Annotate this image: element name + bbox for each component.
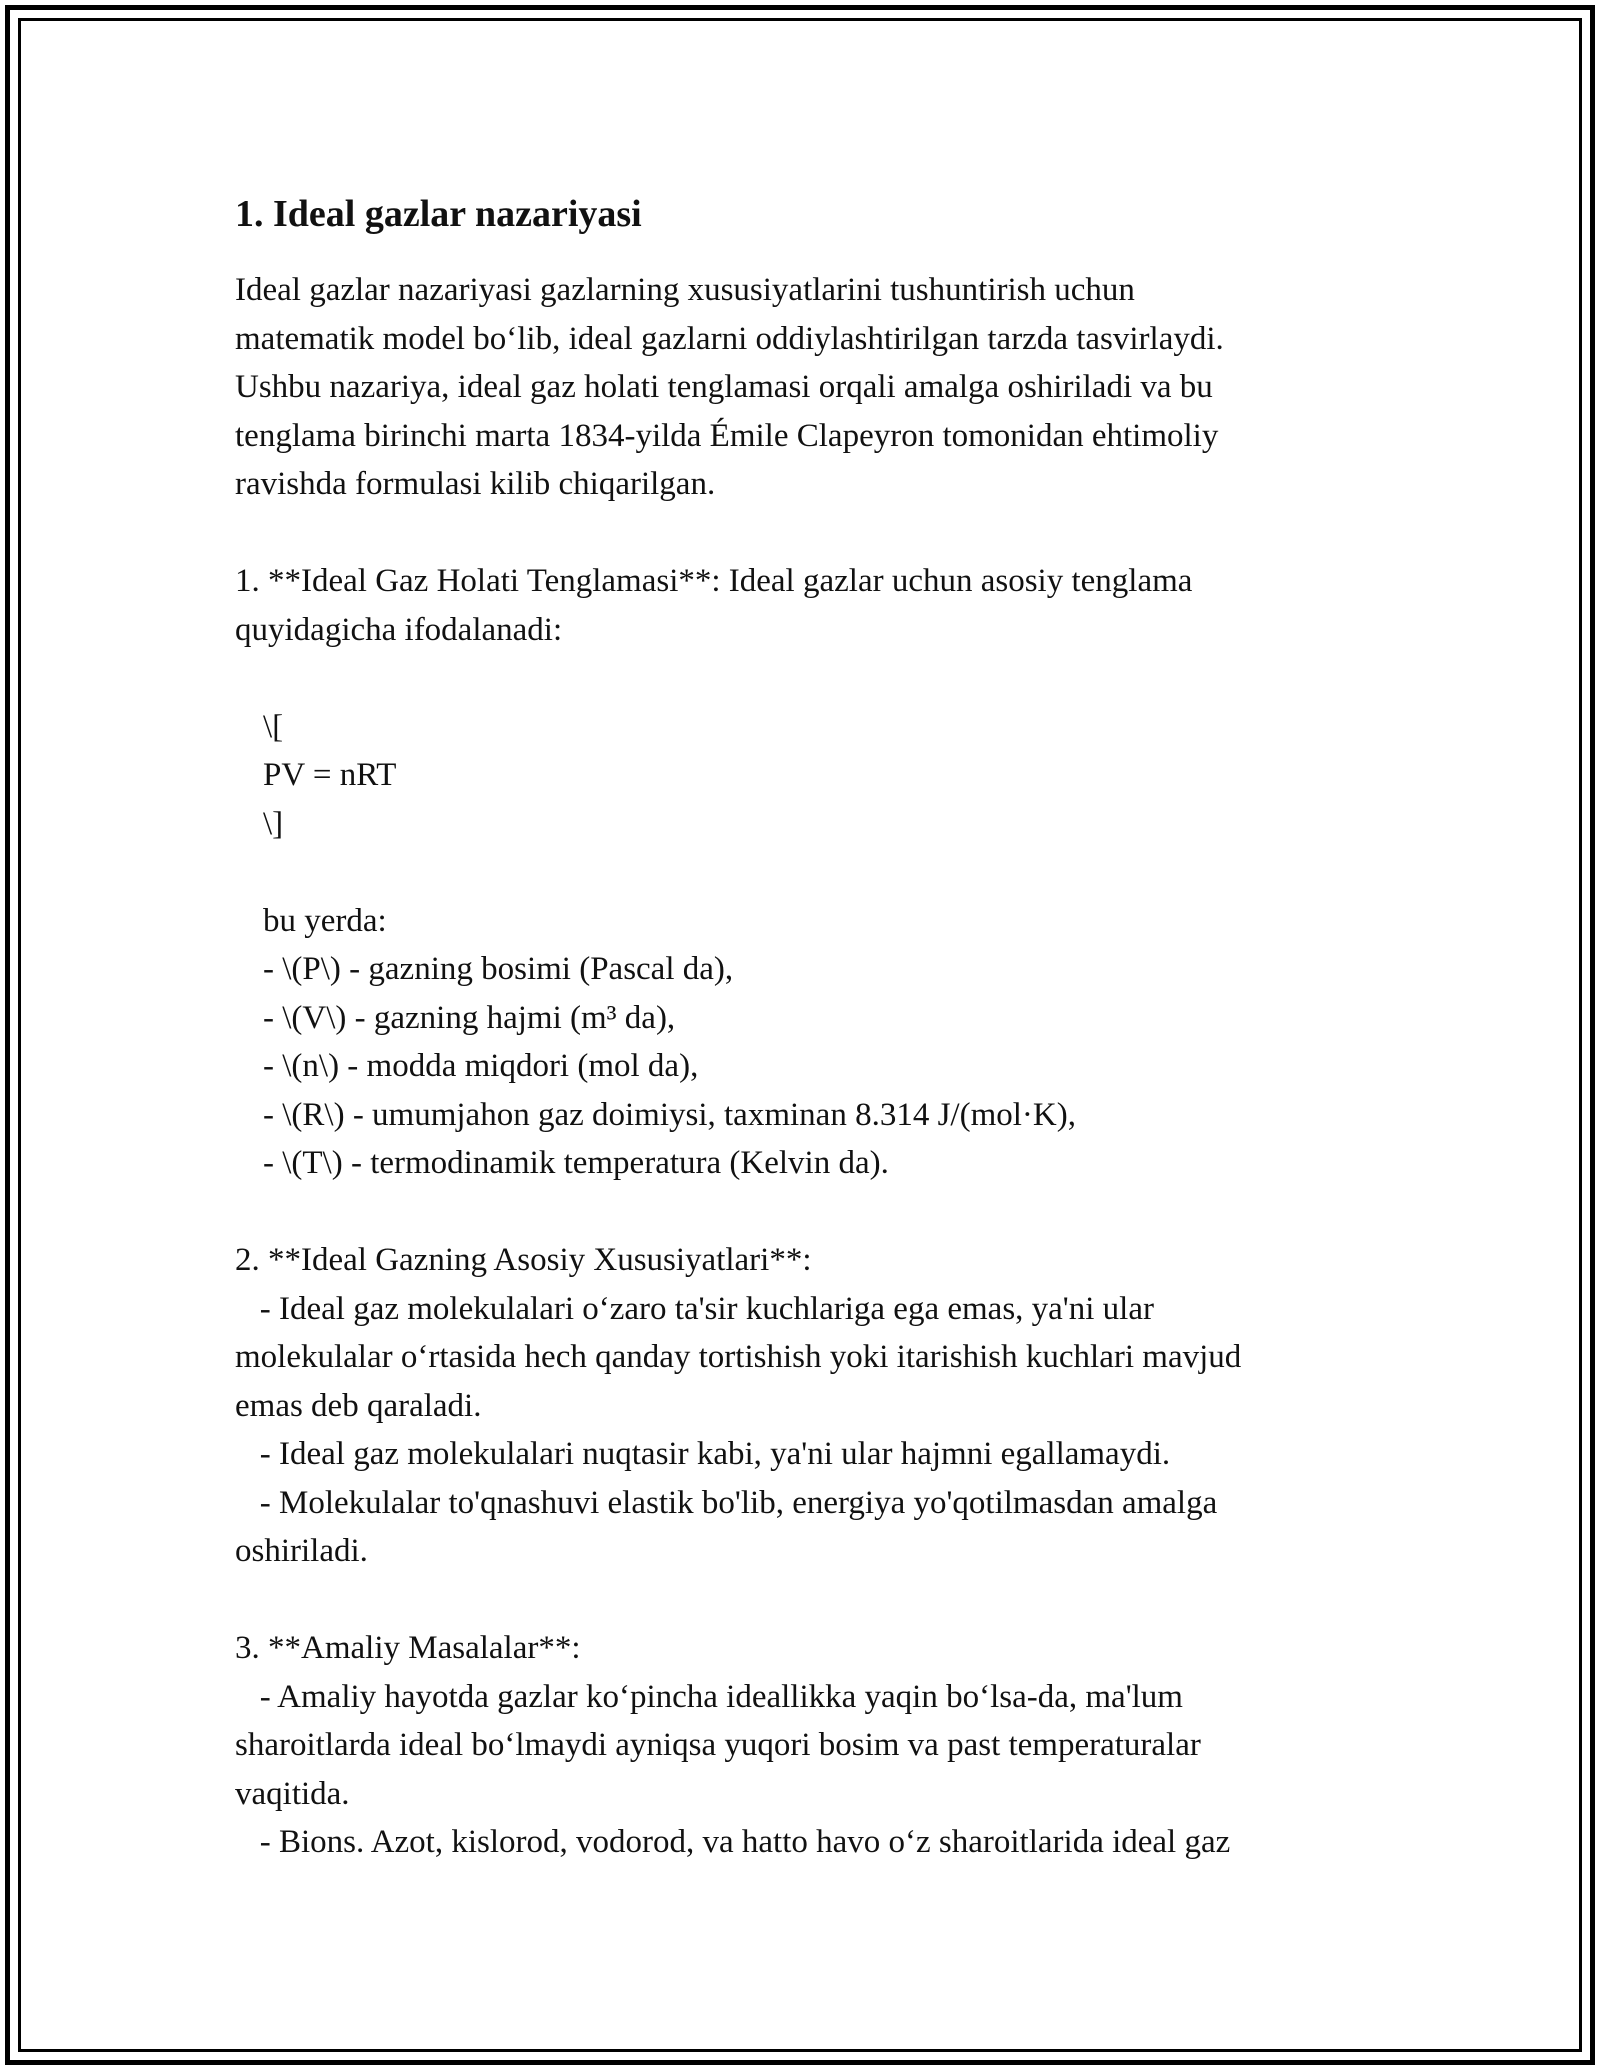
intro-line: Ushbu nazariya, ideal gaz holati tenglamasi orqali amalga oshiriladi va bu bbox=[235, 369, 1213, 405]
section1-title-line: 1. **Ideal Gaz Holati Tenglamasi**: Ideal gazlar uchun asosiy tenglama bbox=[235, 563, 1193, 599]
section3-line: vaqitida. bbox=[235, 1775, 350, 1812]
page-title: 1. Ideal gazlar nazariyasi bbox=[235, 193, 642, 235]
variable-item: - \(R\) - umumjahon gaz doimiysi, taxminan 8.314 J/(mol·K), bbox=[263, 1096, 1076, 1133]
formula-line: \] bbox=[263, 805, 284, 842]
section2-line: - Ideal gaz molekulalari o‘zaro ta'sir kuchlariga ega emas, ya'ni ular bbox=[235, 1290, 1154, 1327]
section2-line: - Ideal gaz molekulalari nuqtasir kabi, ya'ni ular hajmni egallamaydi. bbox=[235, 1436, 1171, 1472]
variable-item: - \(n\) - modda miqdori (mol da), bbox=[263, 1048, 699, 1084]
section1-title-line: quyidagicha ifodalanadi: bbox=[235, 611, 563, 648]
document-content bbox=[235, 188, 1385, 1867]
where-label: bu yerda: bbox=[263, 902, 387, 939]
formula-line: \[ bbox=[263, 708, 284, 745]
variable-item: - \(P\) - gazning bosimi (Pascal da), bbox=[263, 951, 734, 987]
intro-line: matematik model bo‘lib, ideal gazlarni oddiylashtirilgan tarzda tasvirlaydi. bbox=[235, 320, 1224, 357]
intro-paragraph bbox=[235, 266, 1385, 1867]
section2-line: emas deb qaraladi. bbox=[235, 1387, 482, 1424]
section2-line: molekulalar o‘rtasida hech qanday tortishish yoki itarishish kuchlari mavjud bbox=[235, 1339, 1242, 1375]
intro-line: ravishda formulasi kilib chiqarilgan. bbox=[235, 466, 716, 502]
section2-title: 2. **Ideal Gazning Asosiy Xususiyatlari**: bbox=[235, 1242, 812, 1278]
section3-line: sharoitlarda ideal bo‘lmaydi ayniqsa yuqori bosim va past temperaturalar bbox=[235, 1727, 1201, 1763]
section2-line: - Molekulalar to'qnashuvi elastik bo'lib, energiya yo'qotilmasdan amalga bbox=[235, 1484, 1218, 1521]
intro-line: Ideal gazlar nazariyasi gazlarning xususiyatlarini tushuntirish uchun bbox=[235, 272, 1135, 308]
intro-line: tenglama birinchi marta 1834-yilda Émile Clapeyron tomonidan ehtimoliy bbox=[235, 417, 1219, 454]
section3-line: - Bions. Azot, kislorod, vodorod, va hatto havo o‘z sharoitlarida ideal gaz bbox=[235, 1824, 1231, 1860]
formula-line: PV = nRT bbox=[263, 757, 397, 793]
section3-line: - Amaliy hayotda gazlar ko‘pincha ideallikka yaqin bo‘lsa-da, ma'lum bbox=[235, 1678, 1183, 1715]
section3-title: 3. **Amaliy Masalalar**: bbox=[235, 1630, 581, 1666]
section2-line: oshiriladi. bbox=[235, 1533, 368, 1569]
variable-item: - \(T\) - termodinamik temperatura (Kelvin da). bbox=[263, 1145, 889, 1181]
variable-item: - \(V\) - gazning hajmi (m³ da), bbox=[263, 999, 676, 1036]
